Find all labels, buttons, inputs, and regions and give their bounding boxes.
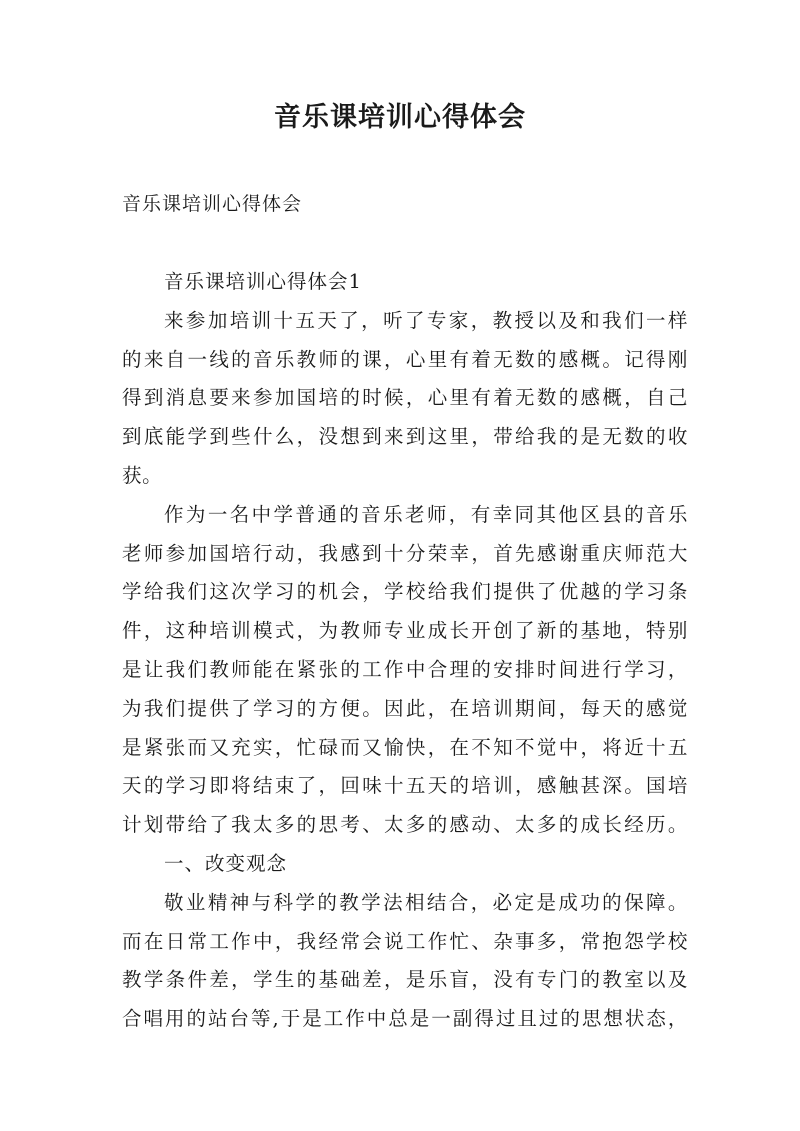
paragraph-line: 作为一名中学普通的音乐老师，有幸同其他区县的音乐 xyxy=(164,502,688,526)
paragraph-line: 学给我们这次学习的机会，学校给我们提供了优越的学习条 xyxy=(122,580,688,604)
paragraph-line: 教学条件差，学生的基础差，是乐盲，没有专门的教室以及 xyxy=(122,968,688,992)
document-subtitle: 音乐课培训心得体会 xyxy=(122,193,303,215)
paragraph-line: 敬业精神与科学的教学法相结合，必定是成功的保障。 xyxy=(164,890,688,914)
paragraph-line: 来参加培训十五天了，听了专家，教授以及和我们一样 xyxy=(164,308,688,332)
paragraph-line: 到底能学到些什么，没想到来到这里，带给我的是无数的收 xyxy=(122,425,688,449)
paragraph-line: 合唱用的站台等,于是工作中总是一副得过且过的思想状态， xyxy=(122,1007,688,1031)
paragraph-line: 天的学习即将结束了，回味十五天的培训，感触甚深。国培 xyxy=(122,774,688,798)
paragraph-line: 得到消息要来参加国培的时候，心里有着无数的感概，自己 xyxy=(122,386,688,410)
paragraph-line: 的来自一线的音乐教师的课，心里有着无数的感概。记得刚 xyxy=(122,347,688,371)
section-heading: 一、改变观念 xyxy=(164,851,288,875)
paragraph-line: 而在日常工作中，我经常会说工作忙、杂事多，常抱怨学校 xyxy=(122,929,688,953)
document-body xyxy=(122,263,688,1039)
section-heading: 音乐课培训心得体会1 xyxy=(164,270,362,293)
paragraph-line: 是紧张而又充实，忙碌而又愉快，在不知不觉中，将近十五 xyxy=(122,735,688,759)
paragraph-line: 老师参加国培行动，我感到十分荣幸，首先感谢重庆师范大 xyxy=(122,541,688,565)
paragraph-line: 计划带给了我太多的思考、太多的感动、太多的成长经历。 xyxy=(122,813,688,837)
paragraph-line: 是让我们教师能在紧张的工作中合理的安排时间进行学习， xyxy=(122,657,688,681)
paragraph-line: 为我们提供了学习的方便。因此，在培训期间，每天的感觉 xyxy=(122,696,688,720)
document-title: 音乐课培训心得体会 xyxy=(274,102,526,133)
paragraph-line: 获。 xyxy=(122,463,163,487)
paragraph-line: 件，这种培训模式，为教师专业成长开创了新的基地，特别 xyxy=(122,619,688,643)
